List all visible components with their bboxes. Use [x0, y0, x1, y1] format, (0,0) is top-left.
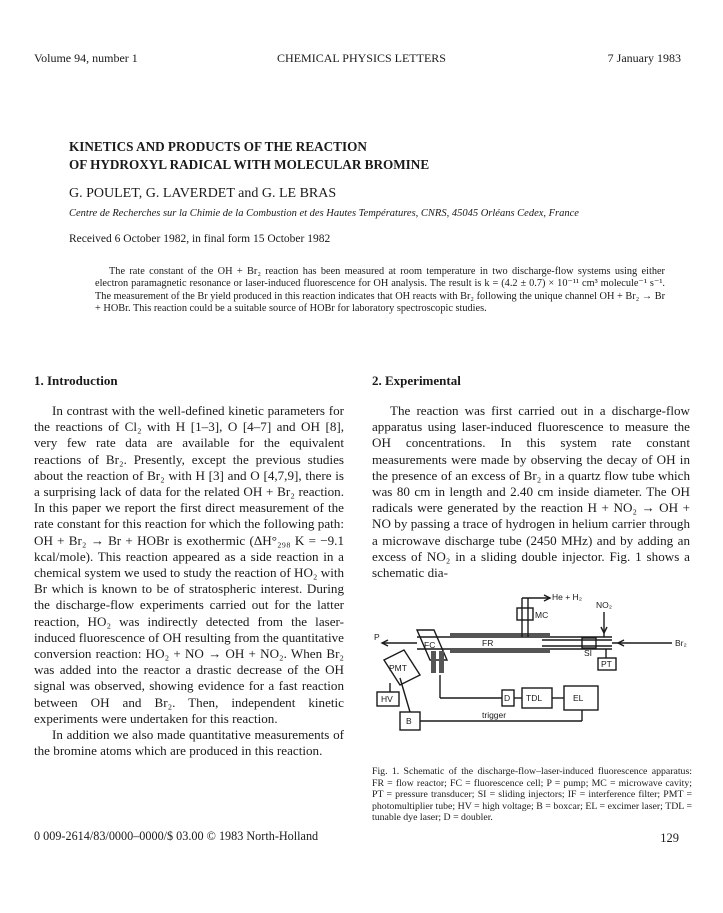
experimental-text [372, 403, 690, 581]
label-el: EL [573, 693, 584, 703]
received-date: Received 6 October 1982, in final form 15 October 1982 [69, 233, 331, 245]
label-he-h2: He + H₂ [552, 592, 582, 602]
label-tdl: TDL [526, 693, 543, 703]
experimental-paragraph: The reaction was first carried out in a discharge-flow apparatus using laser-induced fluorescence to measure the OH concentrations. In this system rate constant measurements were made by observing the decay of OH in the presence of an excess of Br₂ in a quartz flow tube which was 80 cm in length and 2.40 cm inside diameter. The OH radicals were generated by the reaction H + NO₂ → OH + NO by passing a trace of hydrogen in helium carrier through a microwave discharge tube (2450 MHz) and by adding an excess of NO₂ in a sliding double injector. Fig. 1 shows a schematic dia- [372, 403, 690, 581]
introduction-paragraph: In addition we also made quantitative measurements of the bromine atoms which are produced in this reaction. [34, 727, 344, 759]
label-b: B [406, 716, 412, 726]
label-pt: PT [601, 659, 612, 669]
cell-window [431, 651, 436, 673]
authors: G. POULET, G. LAVERDET and G. LE BRAS [69, 186, 337, 201]
page-number: 129 [660, 831, 679, 845]
title-line-2: OF HYDROXYL RADICAL WITH MOLECULAR BROMINE [69, 157, 430, 172]
label-no2: NO₂ [596, 600, 613, 610]
microwave-cavity [517, 608, 533, 620]
introduction-paragraph: In contrast with the well-defined kinetic parameters for the reactions of Cl₂ with H [1–3], O [4–7] and OH [8], very few rate data are available for the equivalent reactions of Br₂. Presently, except the previous studies about the reaction of Br₂ with H [3] and O [4,7,9], there is a surprising lack of data for the related OH + Br₂ reaction. In this paper we report the first direct measurement of the rate constant for this reaction for which the following path: OH + Br₂ → Br + HOBr is exothermic (ΔH°₂₉₈ K = −9.1 kcal/mole). This reaction appeared as a side reaction in a chemical system we used to study the reaction of HO₂ with Br which is known to be of stratospheric interest. During the discharge-flow experiments carried out for the latter reaction, HO₂ was indirectly detected from the laser-induced fluorescence of OH resulting from the quantitative conversion reaction: HO₂ + NO → OH + NO₂. When Br₂ was added into the reactor a drastic decrease of the OH signal was observed, showing evidence for a fast reaction between OH and Br₂. Then, independent kinetic experiments were undertaken for this reaction. [34, 403, 345, 726]
discharge-section [450, 633, 550, 637]
issn-line: 0 009-2614/83/0000–0000/$ 03.00 © 1983 North-Holland [34, 829, 319, 843]
schematic-svg [372, 590, 692, 760]
title-line-1: KINETICS AND PRODUCTS OF THE REACTION [69, 139, 367, 154]
abstract: The rate constant of the OH + Br₂ reaction has been measured at room temperature in two discharge-flow systems using either electron paramagnetic resonance or laser-induced fluorescence for OH analysis. The result is k = (4.2 ± 0.7) × 10⁻¹¹ cm³ molecule⁻¹ s⁻¹. The measurement of the Br yield produced in this reaction indicates that OH reacts with Br₂ following the unique channel OH + Br₂ → Br + HOBr. This reaction could be a suitable source of HOBr for laboratory spectroscopic studies. [95, 266, 666, 315]
article-title [69, 138, 429, 174]
section-heading-introduction: 1. Introduction [34, 373, 118, 388]
issue-date: 7 January 1983 [607, 51, 681, 65]
label-fr: FR [482, 638, 494, 648]
label-hv: HV [381, 694, 393, 704]
label-mc: MC [535, 610, 549, 620]
label-fc: FC [424, 640, 436, 650]
label-d: D [504, 693, 511, 703]
label-br2: Br₂ [675, 638, 687, 648]
cell-window [439, 651, 444, 673]
affiliation: Centre de Recherches sur la Chimie de la Combustion et des Hautes Températures, CNRS, 45045 Orléans Cedex, France [69, 208, 579, 219]
introduction-text [34, 403, 344, 759]
apparatus-schematic [372, 590, 692, 765]
label-si: SI [584, 648, 593, 658]
label-p: P [374, 632, 380, 642]
figure-caption: Fig. 1. Schematic of the discharge-flow–laser-induced fluorescence apparatus: FR = flow reactor; FC = fluorescence cell; P = pump; MC = microwave cavity; PT = pressure transducer; SI = sliding injectors; IF = interference filter; PMT = photomultiplier tube; HV = high voltage; B = boxcar; EL = excimer laser; TDL = tunable dye laser; D = doubler. [372, 766, 692, 824]
section-heading-experimental: 2. Experimental [372, 373, 461, 388]
journal-name: CHEMICAL PHYSICS LETTERS [277, 51, 446, 65]
label-trigger: trigger [482, 710, 507, 720]
discharge-section [450, 649, 550, 653]
volume-number: Volume 94, number 1 [34, 51, 138, 65]
label-pmt: PMT [389, 663, 407, 673]
